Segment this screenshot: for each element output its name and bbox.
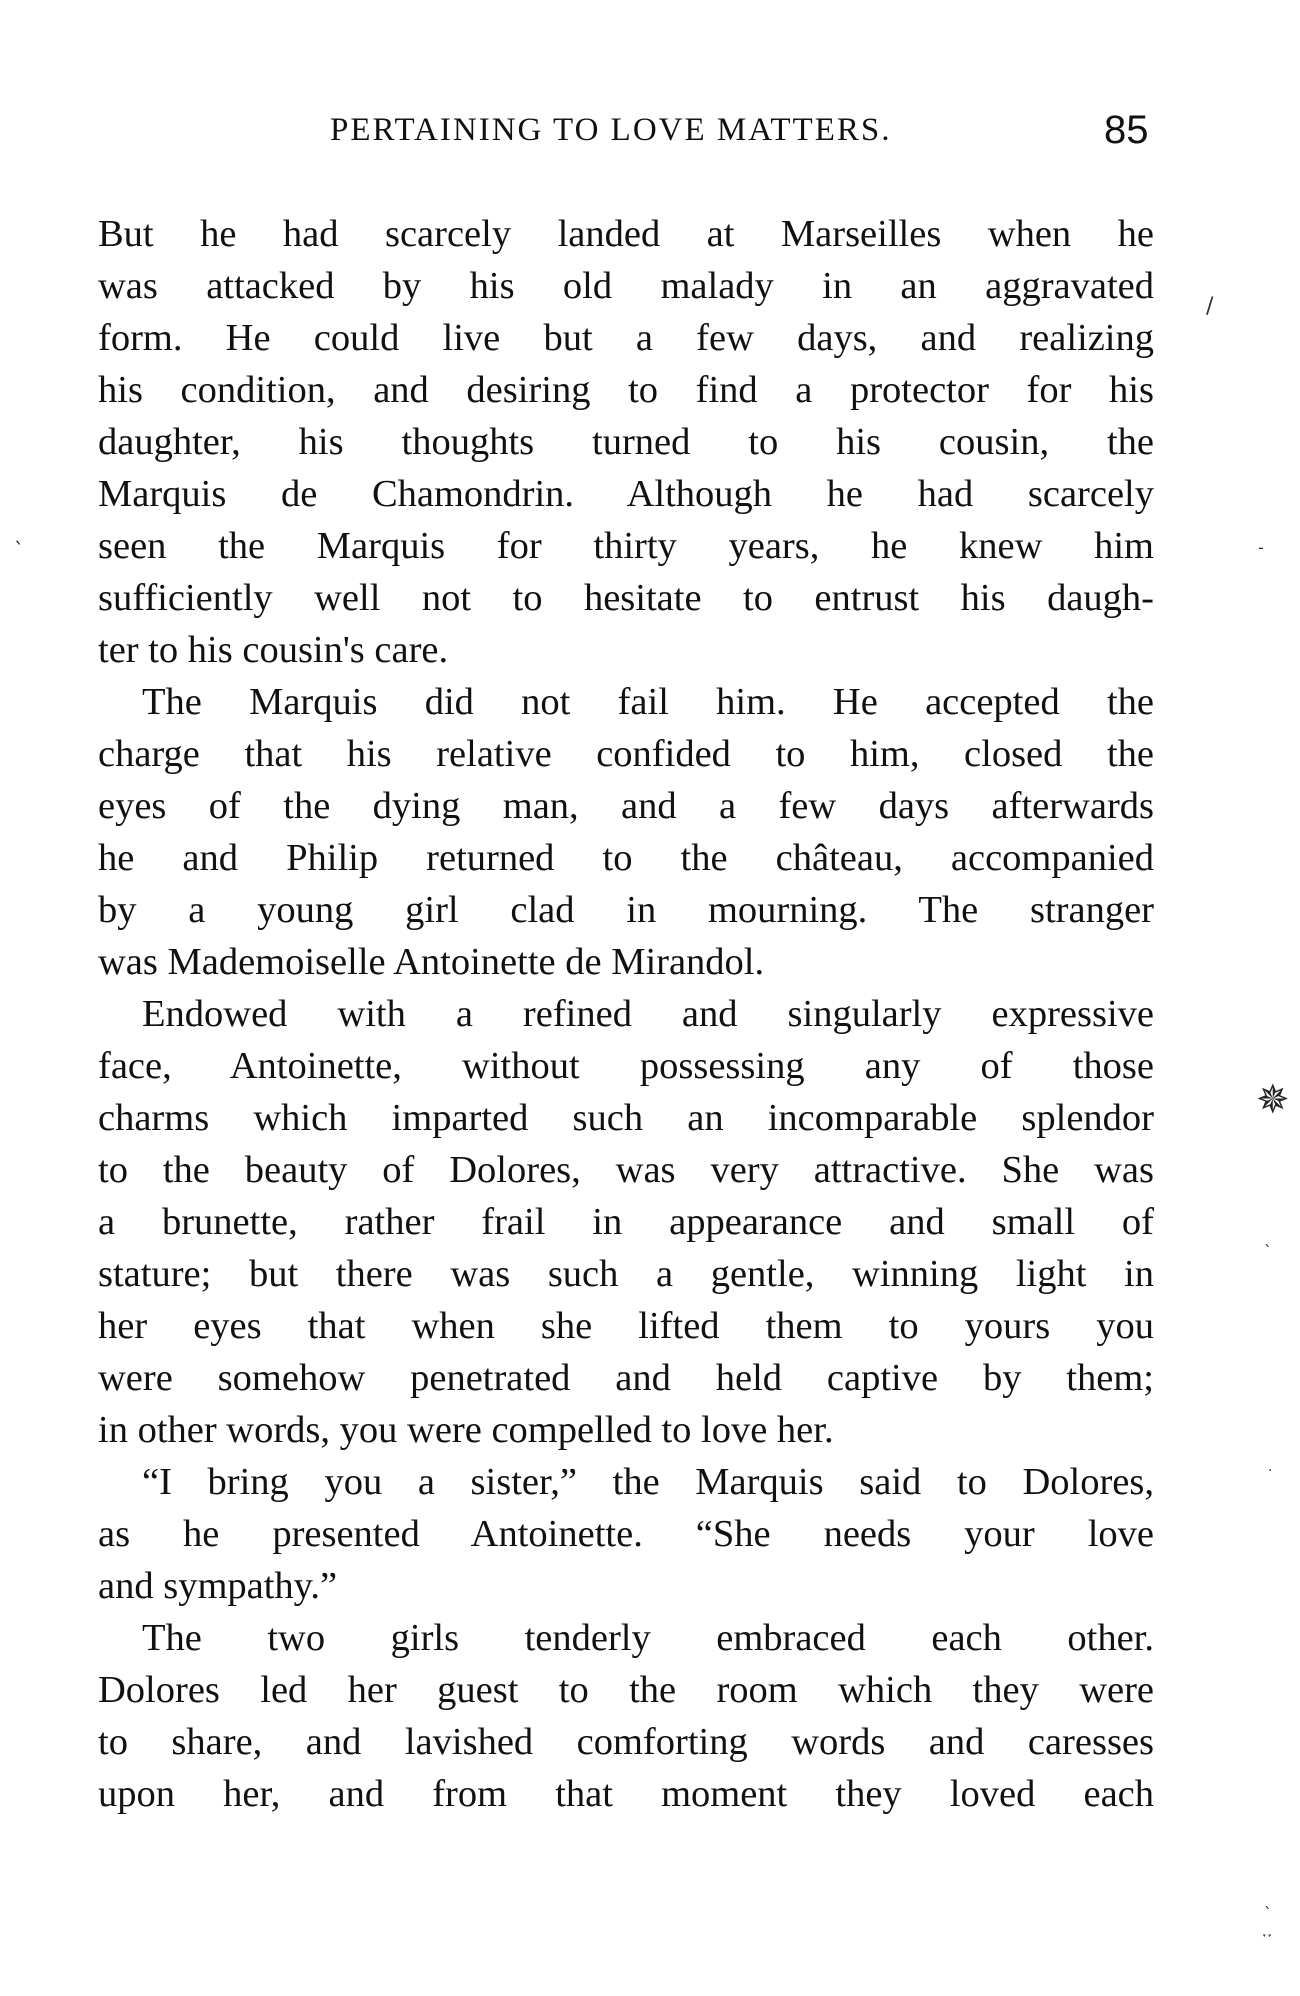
text-line: The two girls tenderly embraced each other. bbox=[142, 1617, 1154, 1659]
text-line: form. He could live but a few days, and realizing bbox=[98, 317, 1154, 359]
text-line: by a young girl clad in mourning. The stranger bbox=[98, 889, 1154, 931]
text-line: Marquis de Chamondrin. Although he had scarcely bbox=[98, 473, 1154, 515]
text-line: stature; but there was such a gentle, winning light in bbox=[98, 1253, 1154, 1295]
text-line: to share, and lavished comforting words and caresses bbox=[98, 1721, 1154, 1763]
text-line: his condition, and desiring to find a protector for his bbox=[98, 369, 1154, 411]
body-text bbox=[98, 208, 1154, 1820]
text-line: as he presented Antoinette. “She needs your love bbox=[98, 1513, 1154, 1555]
text-line: a brunette, rather frail in appearance and small of bbox=[98, 1201, 1154, 1243]
text-line: was attacked by his old malady in an aggravated bbox=[98, 265, 1154, 307]
text-line: were somehow penetrated and held captive by them; bbox=[98, 1357, 1154, 1399]
ink-blot-mark: ✵ bbox=[1256, 1077, 1290, 1123]
text-line: he and Philip returned to the château, accompanied bbox=[98, 837, 1154, 879]
margin-speck-mark: ˑˑ bbox=[1262, 1928, 1273, 1947]
text-line: charms which imparted such an incomparable splendor bbox=[98, 1097, 1154, 1139]
running-head: PERTAINING TO LOVE MATTERS. bbox=[330, 112, 892, 148]
text-line: upon her, and from that moment they loved each bbox=[98, 1773, 1154, 1815]
text-line: sufficiently well not to hesitate to entrust his daugh- bbox=[98, 577, 1154, 619]
text-line: her eyes that when she lifted them to yours you bbox=[98, 1305, 1154, 1347]
text-line: to the beauty of Dolores, was very attractive. She was bbox=[98, 1149, 1154, 1191]
margin-tick-mark: ˎ bbox=[1264, 1890, 1272, 1909]
margin-tick-mark: ˋ bbox=[14, 538, 24, 562]
text-line: ter to his cousin's care. bbox=[98, 629, 449, 671]
page-number: 85 bbox=[1104, 108, 1149, 152]
text-line: eyes of the dying man, and a few days afterwards bbox=[98, 785, 1154, 827]
text-line: Endowed with a refined and singularly expressive bbox=[142, 993, 1154, 1035]
text-line: The Marquis did not fail him. He accepted the bbox=[142, 681, 1154, 723]
text-line: But he had scarcely landed at Marseilles when he bbox=[98, 213, 1154, 255]
margin-tick-mark: / bbox=[1206, 294, 1214, 319]
margin-tick-mark: ˎ bbox=[1264, 1228, 1272, 1247]
margin-tick-mark: - bbox=[1258, 538, 1264, 557]
text-line: “I bring you a sister,” the Marquis said to Dolores, bbox=[142, 1461, 1154, 1503]
text-line: daughter, his thoughts turned to his cousin, the bbox=[98, 421, 1154, 463]
text-line: and sympathy.” bbox=[98, 1565, 338, 1607]
text-line: was Mademoiselle Antoinette de Mirandol. bbox=[98, 941, 765, 983]
text-line: charge that his relative confided to him, closed the bbox=[98, 733, 1154, 775]
text-line: Dolores led her guest to the room which they were bbox=[98, 1669, 1154, 1711]
text-line: face, Antoinette, without possessing any of those bbox=[98, 1045, 1154, 1087]
text-line: seen the Marquis for thirty years, he knew him bbox=[98, 525, 1154, 567]
text-line: in other words, you were compelled to love her. bbox=[98, 1409, 834, 1451]
margin-tick-mark: · bbox=[1268, 1463, 1273, 1479]
